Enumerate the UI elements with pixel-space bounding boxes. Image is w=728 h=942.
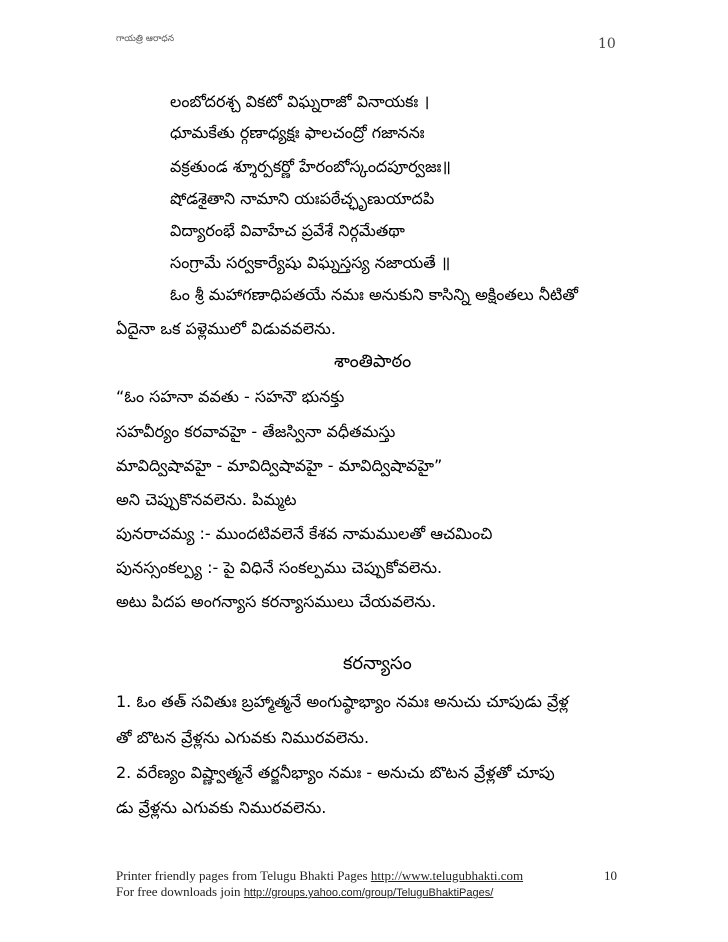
running-header-title: గాయత్రి ఆరాధన xyxy=(116,34,175,44)
section-line: డు వ్రేళ్లను ఎగువకు నిమురవలెను. xyxy=(116,798,327,817)
body-line: షోడశైతాని నామాని యఃపఠేచ్ఛృణుయాదపి xyxy=(170,189,435,208)
footer-line-2 xyxy=(116,884,493,901)
section-line: పునస్సంకల్ప్య :- పై విధినే సంకల్పము చెప్పుకోవలెను. xyxy=(116,558,443,577)
body-line: ఏదైనా ఒక పళ్లెములో విడువవలెను. xyxy=(116,319,336,338)
section-line: “ఓం సహనా వవతు - సహనౌ భునక్తు xyxy=(116,387,345,406)
section-line: సహవీర్యం కరవావహై - తేజస్వినా వధీతమస్తు xyxy=(116,422,396,441)
section-heading-shantipatham: శాంతిపాఠం xyxy=(334,351,412,372)
footer-text-2: For free downloads join xyxy=(116,884,244,899)
footer-page-number: 10 xyxy=(604,868,617,883)
section-line: తో బొటన వ్రేళ్లను ఎగువకు నిమురవలెను. xyxy=(116,728,370,747)
section-heading-karanyasam: కరన్యాసం xyxy=(343,653,412,674)
section-line: పునరాచమ్య :- ముందటివలెనే కేశవ నామములతో ఆచమించి xyxy=(116,524,493,543)
section-line: 1. ఓం తత్ సవితుః బ్రహ్మాత్మనే అంగుష్ఠాభ్యాం నమః అనుచు చూపుడు వ్రేళ్ల xyxy=(116,692,569,711)
body-line: ఓం శ్రీ మహాగణాధిపతయే నమః అనుకుని కాసిన్ని అక్షింతలు నీటితో xyxy=(170,285,579,304)
body-line: వక్రతుండ శ్శూర్పకర్ణో హేరంబోస్కందపూర్వజః॥ xyxy=(170,157,452,176)
body-line: లంబోదరశ్చ వికటో విఘ్నరాజో వినాయకః । xyxy=(170,92,430,111)
footer-line-1 xyxy=(116,868,523,884)
footer-text-1: Printer friendly pages from Telugu Bhakti Pages xyxy=(116,868,371,883)
body-line: సంగ్రామే సర్వకార్యేషు విఘ్నస్తస్య నజాయతే ॥ xyxy=(170,253,451,272)
footer-site-link[interactable]: http://www.telugubhakti.com xyxy=(370,868,524,883)
section-line: అటు పిదప అంగన్యాస కరన్యాసములు చేయవలెను. xyxy=(116,592,437,611)
body-line: ధూమకేతు ర్గణాధ్యక్షః ఫాలచంద్రో గజాననః xyxy=(170,123,425,142)
footer-group-link[interactable]: http://groups.yahoo.com/group/TeluguBhaktiPages/ xyxy=(243,887,494,899)
section-line: మావిద్విషావహై - మావిద్విషావహై - మావిద్విషావహై” xyxy=(116,456,443,475)
section-line: అని చెప్పుకొనవలెను. పిమ్మట xyxy=(116,490,297,509)
header-page-number: 10 xyxy=(598,36,616,52)
body-line: విద్యారంభే వివాహేచ ప్రవేశే నిర్గమేతథా xyxy=(170,221,405,240)
section-line: 2. వరేణ్యం విష్ణ్వాత్మనే తర్జనీభ్యాం నమః - అనుచు బొటన వ్రేళ్లతో చూపు xyxy=(116,763,555,782)
